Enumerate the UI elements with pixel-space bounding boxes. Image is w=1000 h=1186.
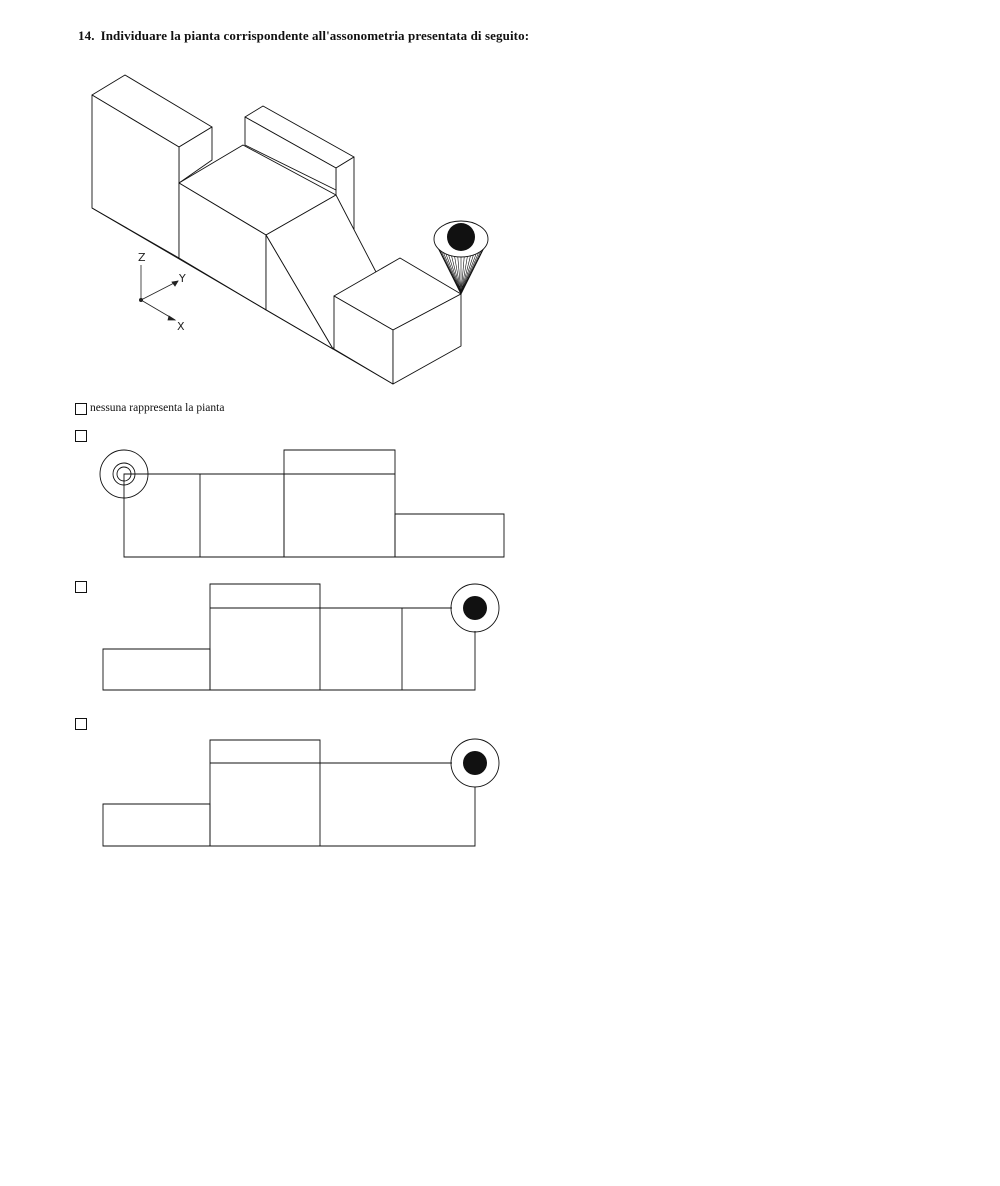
axis-label-z: Z: [138, 251, 146, 264]
option-checkbox-1[interactable]: [75, 403, 87, 415]
question-text: Individuare la pianta corrispondente all'assonometria presentata di seguito:: [100, 28, 530, 43]
plan-option-3: [0, 575, 520, 700]
axis-tripod: [139, 265, 178, 320]
question-number: 14.: [78, 28, 95, 43]
plan-option-4: [0, 730, 520, 855]
axis-label-y: Y: [179, 272, 186, 285]
axonometric-drawing: [0, 0, 1000, 400]
axis-label-x: X: [177, 320, 185, 333]
option-label-1: nessuna rappresenta la pianta: [90, 402, 225, 414]
option-checkbox-4[interactable]: [75, 718, 87, 730]
plan-option-2: [0, 440, 520, 565]
